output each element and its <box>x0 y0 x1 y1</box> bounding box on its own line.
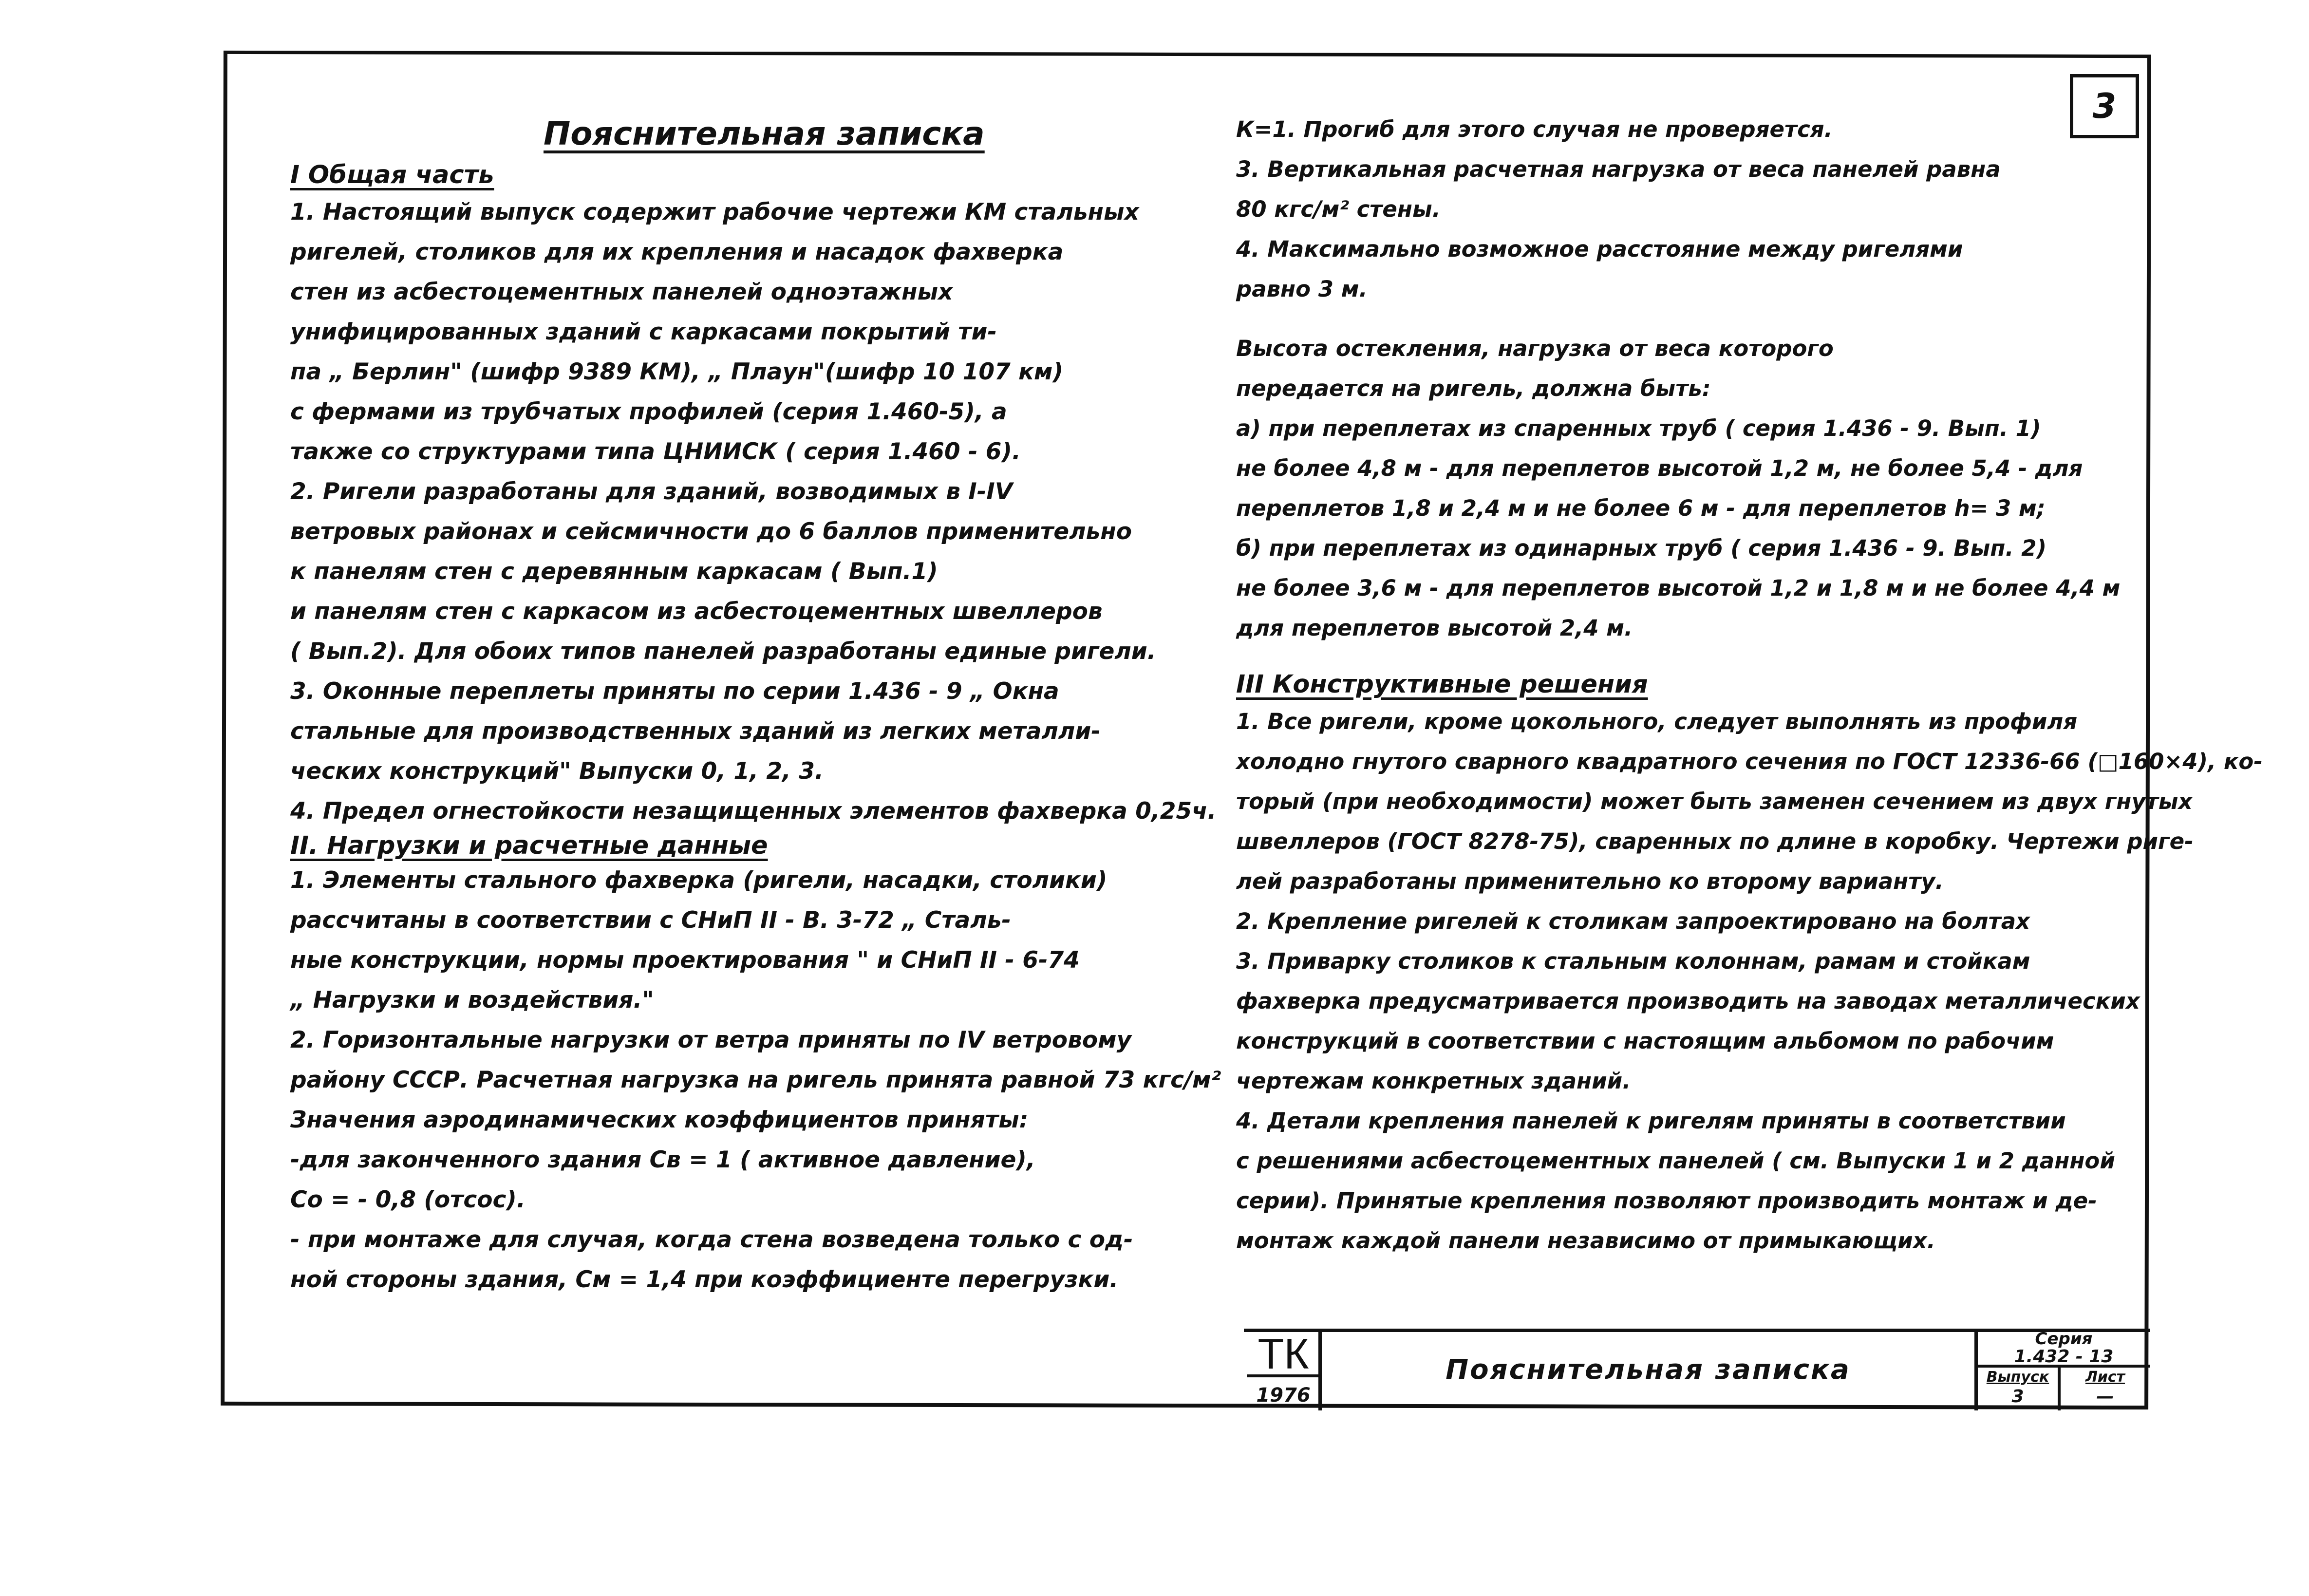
sheet-label: Лист <box>2085 1369 2125 1386</box>
text-line: фахверка предусматривается производить на заводах металлических <box>1236 988 2140 1014</box>
title-block <box>1244 1329 2150 1414</box>
text-line: ригелей, столиков для их крепления и насадок фахверка <box>290 239 1064 265</box>
section-3-body <box>1236 702 2263 1261</box>
section-1-body <box>290 192 1217 831</box>
sheet-number: 3 <box>2070 74 2139 138</box>
text-line: передается на ригель, должна быть: <box>1236 376 1711 401</box>
text-line: унифицированных зданий с каркасами покрытий ти- <box>290 319 997 345</box>
text-line: 1. Все ригели, кроме цокольного, следует выполнять из профиля <box>1236 709 2078 734</box>
section-2-body <box>290 861 1221 1300</box>
text-line: с решениями асбестоцементных панелей ( см. Выпуски 1 и 2 данной <box>1236 1148 2115 1174</box>
text-line: 2. Крепление ригелей к столикам запроектировано на болтах <box>1236 908 2030 934</box>
text-line: также со структурами типа ЦНИИСК ( серия 1.460 - 6). <box>290 438 1021 465</box>
right-column <box>1236 110 2263 1261</box>
year: 1976 <box>1256 1384 1311 1407</box>
title-block-series-cell <box>1974 1329 2150 1410</box>
text-line: с фермами из трубчатых профилей (серия 1.460-5), а <box>290 398 1007 425</box>
text-line: и панелям стен с каркасом из асбестоцементных швеллеров <box>290 598 1103 625</box>
text-line: переплетов 1,8 и 2,4 м и не более 6 м - для переплетов h= 3 м; <box>1236 495 2046 521</box>
text-line: конструкций в соответствии с настоящим альбомом по рабочим <box>1236 1028 2054 1054</box>
text-line: 2. Ригели разработаны для зданий, возводимых в I-IV <box>290 478 1013 505</box>
text-line: а) при переплетах из спаренных труб ( серия 1.436 - 9. Вып. 1) <box>1236 415 2041 441</box>
text-line: рассчитаны в соответствии с СНиП II - В. 3-72 „ Сталь- <box>290 907 1011 934</box>
text-line: б) при переплетах из одинарных труб ( серия 1.436 - 9. Вып. 2) <box>1236 535 2047 561</box>
text-line: для переплетов высотой 2,4 м. <box>1236 615 1633 641</box>
text-line: 3. Оконные переплеты приняты по серии 1.436 - 9 „ Окна <box>290 678 1059 705</box>
text-line: серии). Принятые крепления позволяют производить монтаж и де- <box>1236 1188 2097 1214</box>
text-line: району СССР. Расчетная нагрузка на ригель принята равной 73 кгс/м² <box>290 1067 1221 1093</box>
section-2-heading: II. Нагрузки и расчетные данные <box>290 831 768 860</box>
text-line: не более 3,6 м - для переплетов высотой 1,2 и 1,8 м и не более 4,4 м <box>1236 575 2121 601</box>
text-line: Со = - 0,8 (отсос). <box>290 1186 526 1213</box>
document-title: Пояснительная записка <box>544 115 985 152</box>
text-line: монтаж каждой панели независимо от примыкающих. <box>1236 1228 1935 1254</box>
text-line: па „ Берлин" (шифр 9389 КМ), „ Плаун"(шифр 10 107 км) <box>290 358 1063 385</box>
text-line: „ Нагрузки и воздействия." <box>290 987 654 1014</box>
glazing-requirements <box>1236 329 2122 648</box>
text-line: Высота остекления, нагрузка от веса которого <box>1236 336 1834 361</box>
issue-value: 3 <box>2011 1387 2024 1407</box>
text-line: холодно гнутого сварного квадратного сечения по ГОСТ 12336-66 (□160×4), ко- <box>1236 749 2263 774</box>
text-line: 1. Элементы стального фахверка (ригели, насадки, столики) <box>290 867 1108 894</box>
text-line: 80 кгс/м² стены. <box>1236 196 1441 222</box>
text-line: стен из асбестоцементных панелей одноэтажных <box>290 279 953 305</box>
text-line: ные конструкции, нормы проектирования " и СНиП II - 6-74 <box>290 947 1080 974</box>
text-line: лей разработаны применительно ко второму варианту. <box>1236 868 1944 894</box>
loads-continuation <box>1236 110 2122 309</box>
text-line: 4. Максимально возможное расстояние между ригелями <box>1236 236 1963 262</box>
text-line: торый (при необходимости) может быть заменен сечением из двух гнутых <box>1236 789 2193 814</box>
text-line: не более 4,8 м - для переплетов высотой 1,2 м, не более 5,4 - для <box>1236 455 2083 481</box>
text-line: 4. Детали крепления панелей к ригелям приняты в соответствии <box>1236 1108 2066 1134</box>
series-label: Серия <box>2035 1329 2093 1349</box>
text-line: швеллеров (ГОСТ 8278-75), сваренных по длине в коробку. Чертежи риге- <box>1236 828 2194 854</box>
text-line: 3. Вертикальная расчетная нагрузка от веса панелей равна <box>1236 156 2001 182</box>
title-block-title: Пояснительная записка <box>1445 1353 1851 1386</box>
text-line: Значения аэродинамических коэффициентов приняты: <box>290 1107 1029 1133</box>
text-line: ветровых районах и сейсмичности до 6 баллов применительно <box>290 518 1132 545</box>
text-line: 4. Предел огнестойкости незащищенных элементов фахверка 0,25ч. <box>290 798 1217 825</box>
issue-label: Выпуск <box>1986 1369 2049 1386</box>
title-block-org-cell <box>1244 1329 1322 1410</box>
text-line: к панелям стен с деревянным каркасам ( Вып.1) <box>290 558 938 585</box>
text-line: ( Вып.2). Для обоих типов панелей разработаны единые ригели. <box>290 638 1156 665</box>
left-column <box>290 110 1221 1300</box>
issue-cell <box>1978 1368 2061 1410</box>
text-line: -для законченного здания Св = 1 ( активное давление), <box>290 1146 1035 1173</box>
section-3-heading: III Конструктивные решения <box>1236 670 1648 699</box>
section-1-heading: I Общая часть <box>290 161 494 189</box>
text-line: 1. Настоящий выпуск содержит рабочие чертежи КМ стальных <box>290 199 1139 225</box>
sheet-cell <box>2061 1368 2150 1410</box>
org-code: ТК <box>1247 1331 1320 1377</box>
text-line: равно 3 м. <box>1236 276 1368 302</box>
text-line: чертежам конкретных зданий. <box>1236 1068 1631 1094</box>
sheet-value: — <box>2096 1387 2114 1407</box>
text-line: ческих конструкций" Выпуски 0, 1, 2, 3. <box>290 758 824 785</box>
text-line: К=1. Прогиб для этого случая не проверяется. <box>1236 116 1833 142</box>
series-value: 1.432 - 13 <box>1978 1348 2150 1368</box>
text-line: - при монтаже для случая, когда стена возведена только с од- <box>290 1226 1133 1253</box>
text-line: ной стороны здания, См = 1,4 при коэффициенте перегрузки. <box>290 1266 1119 1293</box>
text-line: стальные для производственных зданий из легких металли- <box>290 718 1101 745</box>
text-line: 3. Приварку столиков к стальным колоннам, рамам и стойкам <box>1236 948 2030 974</box>
text-line: 2. Горизонтальные нагрузки от ветра приняты по IV ветровому <box>290 1027 1132 1053</box>
